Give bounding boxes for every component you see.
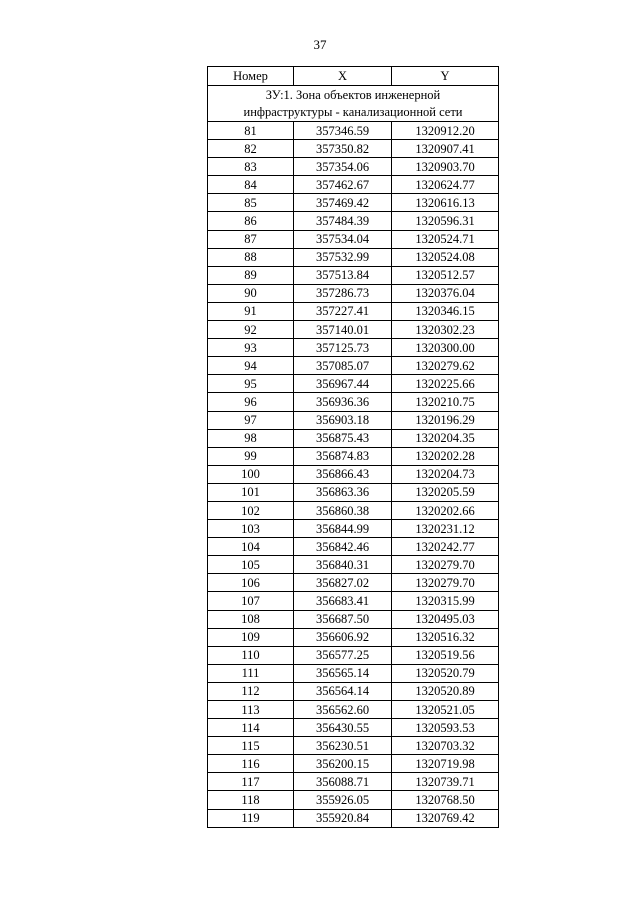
cell-x: 357227.41	[294, 302, 392, 320]
zone-caption-line2: инфраструктуры - канализационной сети	[243, 104, 463, 119]
cell-number: 107	[208, 592, 294, 610]
table-row	[208, 429, 499, 447]
cell-x: 356827.02	[294, 574, 392, 592]
cell-x: 356842.46	[294, 538, 392, 556]
cell-y: 1320376.04	[392, 284, 499, 302]
cell-y: 1320596.31	[392, 212, 499, 230]
table-row	[208, 266, 499, 284]
cell-y: 1320242.77	[392, 538, 499, 556]
cell-y: 1320524.08	[392, 248, 499, 266]
table-row	[208, 321, 499, 339]
cell-x: 356844.99	[294, 520, 392, 538]
cell-number: 91	[208, 302, 294, 320]
cell-number: 98	[208, 429, 294, 447]
cell-x: 356562.60	[294, 701, 392, 719]
cell-y: 1320616.13	[392, 194, 499, 212]
cell-number: 85	[208, 194, 294, 212]
table-row	[208, 755, 499, 773]
cell-y: 1320279.70	[392, 574, 499, 592]
cell-number: 92	[208, 321, 294, 339]
table-row	[208, 230, 499, 248]
cell-number: 87	[208, 230, 294, 248]
coordinates-table	[207, 66, 499, 828]
cell-number: 101	[208, 483, 294, 501]
cell-number: 115	[208, 737, 294, 755]
cell-number: 110	[208, 646, 294, 664]
table-row	[208, 664, 499, 682]
cell-x: 356687.50	[294, 610, 392, 628]
zone-caption	[208, 86, 499, 122]
cell-number: 109	[208, 628, 294, 646]
cell-y: 1320524.71	[392, 230, 499, 248]
cell-y: 1320521.05	[392, 701, 499, 719]
table-row	[208, 140, 499, 158]
cell-number: 99	[208, 447, 294, 465]
table-row	[208, 628, 499, 646]
cell-y: 1320495.03	[392, 610, 499, 628]
cell-y: 1320279.70	[392, 556, 499, 574]
cell-y: 1320346.15	[392, 302, 499, 320]
cell-x: 357513.84	[294, 266, 392, 284]
table-row	[208, 556, 499, 574]
cell-y: 1320903.70	[392, 158, 499, 176]
cell-x: 357354.06	[294, 158, 392, 176]
table-row	[208, 646, 499, 664]
cell-y: 1320907.41	[392, 140, 499, 158]
cell-number: 102	[208, 501, 294, 519]
cell-number: 118	[208, 791, 294, 809]
table-row	[208, 302, 499, 320]
cell-x: 357346.59	[294, 122, 392, 140]
cell-number: 96	[208, 393, 294, 411]
cell-number: 117	[208, 773, 294, 791]
cell-x: 356967.44	[294, 375, 392, 393]
table-row	[208, 701, 499, 719]
table-row	[208, 809, 499, 827]
cell-x: 357534.04	[294, 230, 392, 248]
cell-y: 1320769.42	[392, 809, 499, 827]
cell-x: 357125.73	[294, 339, 392, 357]
cell-number: 89	[208, 266, 294, 284]
table-row	[208, 357, 499, 375]
header-x: X	[294, 67, 392, 86]
table-row	[208, 393, 499, 411]
cell-x: 356866.43	[294, 465, 392, 483]
header-row	[208, 67, 499, 86]
cell-y: 1320202.66	[392, 501, 499, 519]
cell-x: 356863.36	[294, 483, 392, 501]
cell-y: 1320315.99	[392, 592, 499, 610]
table-row	[208, 538, 499, 556]
table-row	[208, 248, 499, 266]
cell-number: 81	[208, 122, 294, 140]
cell-x: 357469.42	[294, 194, 392, 212]
cell-number: 82	[208, 140, 294, 158]
cell-y: 1320196.29	[392, 411, 499, 429]
table-row	[208, 737, 499, 755]
cell-x: 356606.92	[294, 628, 392, 646]
page-number: 37	[313, 37, 327, 52]
cell-y: 1320512.57	[392, 266, 499, 284]
cell-x: 355920.84	[294, 809, 392, 827]
zone-caption-row	[208, 86, 499, 122]
table-row	[208, 501, 499, 519]
cell-x: 356577.25	[294, 646, 392, 664]
cell-number: 94	[208, 357, 294, 375]
cell-number: 83	[208, 158, 294, 176]
cell-y: 1320279.62	[392, 357, 499, 375]
cell-x: 356936.36	[294, 393, 392, 411]
cell-x: 357532.99	[294, 248, 392, 266]
table-row	[208, 592, 499, 610]
cell-y: 1320912.20	[392, 122, 499, 140]
cell-x: 356230.51	[294, 737, 392, 755]
cell-x: 356683.41	[294, 592, 392, 610]
cell-y: 1320519.56	[392, 646, 499, 664]
cell-x: 355926.05	[294, 791, 392, 809]
cell-x: 356430.55	[294, 719, 392, 737]
table-row	[208, 791, 499, 809]
cell-y: 1320703.32	[392, 737, 499, 755]
cell-x: 357462.67	[294, 176, 392, 194]
table-row	[208, 773, 499, 791]
cell-y: 1320520.79	[392, 664, 499, 682]
cell-x: 356903.18	[294, 411, 392, 429]
cell-y: 1320300.00	[392, 339, 499, 357]
cell-x: 357140.01	[294, 321, 392, 339]
table-row	[208, 682, 499, 700]
cell-number: 93	[208, 339, 294, 357]
cell-y: 1320739.71	[392, 773, 499, 791]
cell-number: 119	[208, 809, 294, 827]
cell-y: 1320768.50	[392, 791, 499, 809]
table-row	[208, 447, 499, 465]
cell-y: 1320520.89	[392, 682, 499, 700]
cell-number: 84	[208, 176, 294, 194]
cell-x: 356874.83	[294, 447, 392, 465]
cell-number: 90	[208, 284, 294, 302]
cell-number: 116	[208, 755, 294, 773]
cell-y: 1320210.75	[392, 393, 499, 411]
table-row	[208, 176, 499, 194]
cell-x: 357286.73	[294, 284, 392, 302]
cell-y: 1320516.32	[392, 628, 499, 646]
cell-y: 1320231.12	[392, 520, 499, 538]
cell-x: 356088.71	[294, 773, 392, 791]
cell-x: 357484.39	[294, 212, 392, 230]
cell-number: 108	[208, 610, 294, 628]
header-number: Номер	[208, 67, 294, 86]
table-row	[208, 284, 499, 302]
table-row	[208, 194, 499, 212]
cell-x: 357350.82	[294, 140, 392, 158]
cell-y: 1320225.66	[392, 375, 499, 393]
cell-x: 356875.43	[294, 429, 392, 447]
table-row	[208, 158, 499, 176]
cell-x: 356860.38	[294, 501, 392, 519]
table-row	[208, 483, 499, 501]
cell-y: 1320204.35	[392, 429, 499, 447]
table-row	[208, 339, 499, 357]
table-row	[208, 610, 499, 628]
table-body	[208, 86, 499, 828]
cell-number: 95	[208, 375, 294, 393]
cell-number: 105	[208, 556, 294, 574]
cell-x: 357085.07	[294, 357, 392, 375]
cell-y: 1320719.98	[392, 755, 499, 773]
cell-number: 112	[208, 682, 294, 700]
cell-number: 88	[208, 248, 294, 266]
zone-caption-line1: ЗУ:1. Зона объектов инженерной	[265, 87, 441, 102]
cell-y: 1320302.23	[392, 321, 499, 339]
cell-number: 100	[208, 465, 294, 483]
cell-number: 114	[208, 719, 294, 737]
cell-x: 356564.14	[294, 682, 392, 700]
table-row	[208, 465, 499, 483]
cell-number: 104	[208, 538, 294, 556]
table-row	[208, 574, 499, 592]
table-row	[208, 719, 499, 737]
table-row	[208, 411, 499, 429]
cell-number: 103	[208, 520, 294, 538]
table-row	[208, 122, 499, 140]
cell-x: 356840.31	[294, 556, 392, 574]
cell-y: 1320202.28	[392, 447, 499, 465]
cell-number: 113	[208, 701, 294, 719]
header-y: Y	[392, 67, 499, 86]
cell-number: 111	[208, 664, 294, 682]
cell-number: 86	[208, 212, 294, 230]
cell-number: 106	[208, 574, 294, 592]
table-row	[208, 375, 499, 393]
table-row	[208, 520, 499, 538]
cell-y: 1320593.53	[392, 719, 499, 737]
cell-y: 1320624.77	[392, 176, 499, 194]
cell-x: 356565.14	[294, 664, 392, 682]
cell-y: 1320204.73	[392, 465, 499, 483]
cell-y: 1320205.59	[392, 483, 499, 501]
cell-number: 97	[208, 411, 294, 429]
table-row	[208, 212, 499, 230]
cell-x: 356200.15	[294, 755, 392, 773]
